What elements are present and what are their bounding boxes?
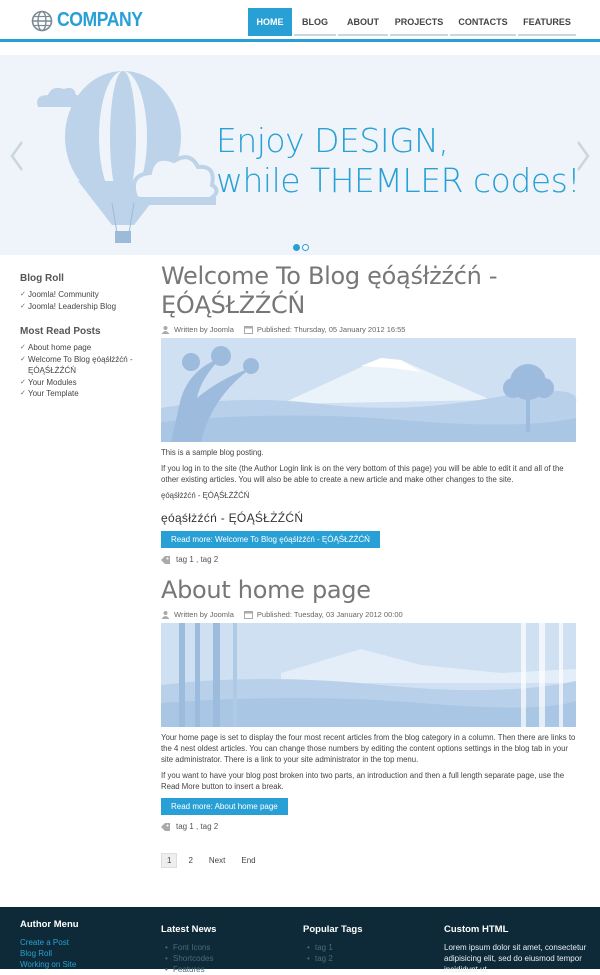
mostread-title: Most Read Posts: [20, 326, 101, 337]
post-title[interactable]: Welcome To Blog ęóąśłżźćń - ĘÓĄŚŁŻŹĆŃ: [161, 262, 498, 319]
page-next[interactable]: Next: [208, 856, 226, 865]
post-subheading: ęóąśłżźćń - ĘÓĄŚŁŻŹĆŃ: [161, 511, 304, 525]
footer-title: Latest News: [161, 924, 217, 935]
nav-projects[interactable]: PROJECTS: [390, 8, 448, 36]
page-end[interactable]: End: [241, 856, 256, 865]
nav-about[interactable]: ABOUT: [338, 8, 388, 36]
footer-text: Lorem ipsum dolor sit amet, consectetur adipisicing elit, sed do eiusmod tempor incididunt ut: [444, 943, 587, 974]
footer-title: Popular Tags: [303, 924, 363, 935]
tag-icon: [161, 556, 170, 564]
post-tags: [161, 555, 576, 564]
slider-next-arrow-icon[interactable]: [574, 139, 592, 173]
post-image-mountain: [161, 338, 576, 442]
footer-link[interactable]: • tag 1: [303, 942, 443, 953]
calendar-icon: [244, 325, 253, 334]
post-date: Published: Thursday, 05 January 2012 16:55: [256, 325, 406, 334]
post-author: Written by Joomla: [174, 610, 234, 619]
slider-dot-2[interactable]: [302, 244, 309, 251]
sidebar: [20, 273, 155, 414]
nav-features[interactable]: FEATURES: [518, 8, 576, 36]
footer-title: Author Menu: [20, 919, 79, 930]
slider-dot-1[interactable]: [293, 244, 300, 251]
footer-link[interactable]: • Shortcodes: [161, 953, 301, 964]
footer-popular-tags: [303, 924, 443, 964]
footer-latest-news: [161, 924, 301, 975]
slider-prev-arrow-icon[interactable]: [8, 139, 26, 173]
user-icon: [161, 610, 170, 619]
mostread-item[interactable]: ✓ Your Modules: [20, 377, 155, 389]
mostread-item[interactable]: ✓ Your Template: [20, 388, 155, 400]
tag-icon: [161, 823, 170, 831]
hero-slider: [0, 55, 600, 255]
post-paragraph: ęóąśłżźćń - ĘÓĄŚŁŻŹĆŃ: [161, 491, 250, 500]
post-paragraph: Your home page is set to display the four most recent articles from the blog category in a column. Then there are links to the 4 nest oldest articles. You can change those numbers by editing the content options settings in the blog tab in your site administrator. There is a link to your site administrator in the top menu.: [161, 733, 576, 764]
slide-line-1: Enjoy DESIGN,: [216, 121, 449, 160]
mostread-item[interactable]: ✓ Welcome To Blog ęóąśłżźćń - ĘÓĄŚŁŻŹĆŃ: [20, 354, 155, 377]
footer-title: Custom HTML: [444, 924, 509, 935]
pagination: [161, 853, 576, 868]
post-author: Written by Joomla: [174, 325, 234, 334]
blogroll-title: Blog Roll: [20, 273, 64, 284]
post-title[interactable]: About home page: [161, 576, 371, 604]
slide-line-2: while THEMLER codes!: [216, 161, 580, 200]
nav-home[interactable]: HOME: [248, 8, 292, 36]
blogroll-list: [20, 289, 155, 312]
site-footer: [0, 907, 600, 974]
nav-blog[interactable]: BLOG: [294, 8, 336, 36]
footer-link[interactable]: Blog Roll: [20, 949, 53, 958]
blog-post: [161, 576, 576, 831]
logo[interactable]: [31, 9, 154, 32]
footer-link[interactable]: Create a Post: [20, 938, 69, 947]
post-paragraph: If you log in to the site (the Author Login link is on the very bottom of this page) you will be able to edit it and all of the other existing articles. You will also be able to create a new article and make other changes to the site.: [161, 464, 564, 484]
post-tag-links[interactable]: tag 1 , tag 2: [176, 555, 219, 564]
post-meta: [161, 325, 576, 334]
mostread-item[interactable]: ✓ About home page: [20, 342, 155, 354]
page-2[interactable]: 2: [188, 856, 193, 865]
footer-custom-html: [444, 924, 592, 975]
post-paragraph: This is a sample blog posting.: [161, 448, 264, 457]
calendar-icon: [244, 610, 253, 619]
main-content: [161, 262, 576, 868]
nav-contacts[interactable]: CONTACTS: [450, 8, 516, 36]
post-image-bamboo: [161, 623, 576, 727]
globe-icon: [31, 10, 53, 32]
user-icon: [161, 325, 170, 334]
footer-link[interactable]: Working on Site: [20, 960, 77, 969]
footer-author-menu: [20, 919, 160, 970]
footer-link[interactable]: • tag 2: [303, 953, 443, 964]
mostread-list: [20, 342, 155, 400]
blogroll-item[interactable]: ✓ Joomla! Community: [20, 289, 155, 301]
page-1[interactable]: 1: [161, 853, 177, 868]
brand-name: COMPANY: [57, 9, 143, 31]
blog-post: [161, 262, 576, 564]
post-meta: [161, 610, 576, 619]
post-tag-links[interactable]: tag 1 , tag 2: [176, 822, 219, 831]
read-more-button[interactable]: Read more: Welcome To Blog ęóąśłżźćń - ĘÓĄŚŁŻŹĆŃ: [161, 531, 380, 548]
slide-headline: [216, 121, 580, 201]
footer-link[interactable]: • Font Icons: [161, 942, 301, 953]
blogroll-item[interactable]: ✓ Joomla! Leadership Blog: [20, 301, 155, 313]
post-tags: [161, 822, 576, 831]
post-paragraph: If you want to have your blog post broken into two parts, an introduction and then a full length separate page, use the Read More button to insert a break.: [161, 771, 565, 791]
main-nav: [248, 8, 578, 36]
post-date: Published: Tuesday, 03 January 2012 00:00: [256, 610, 403, 619]
read-more-button[interactable]: Read more: About home page: [161, 798, 288, 815]
slider-dots: [293, 244, 309, 251]
site-header: [0, 0, 600, 42]
footer-link[interactable]: • Features: [161, 964, 301, 975]
